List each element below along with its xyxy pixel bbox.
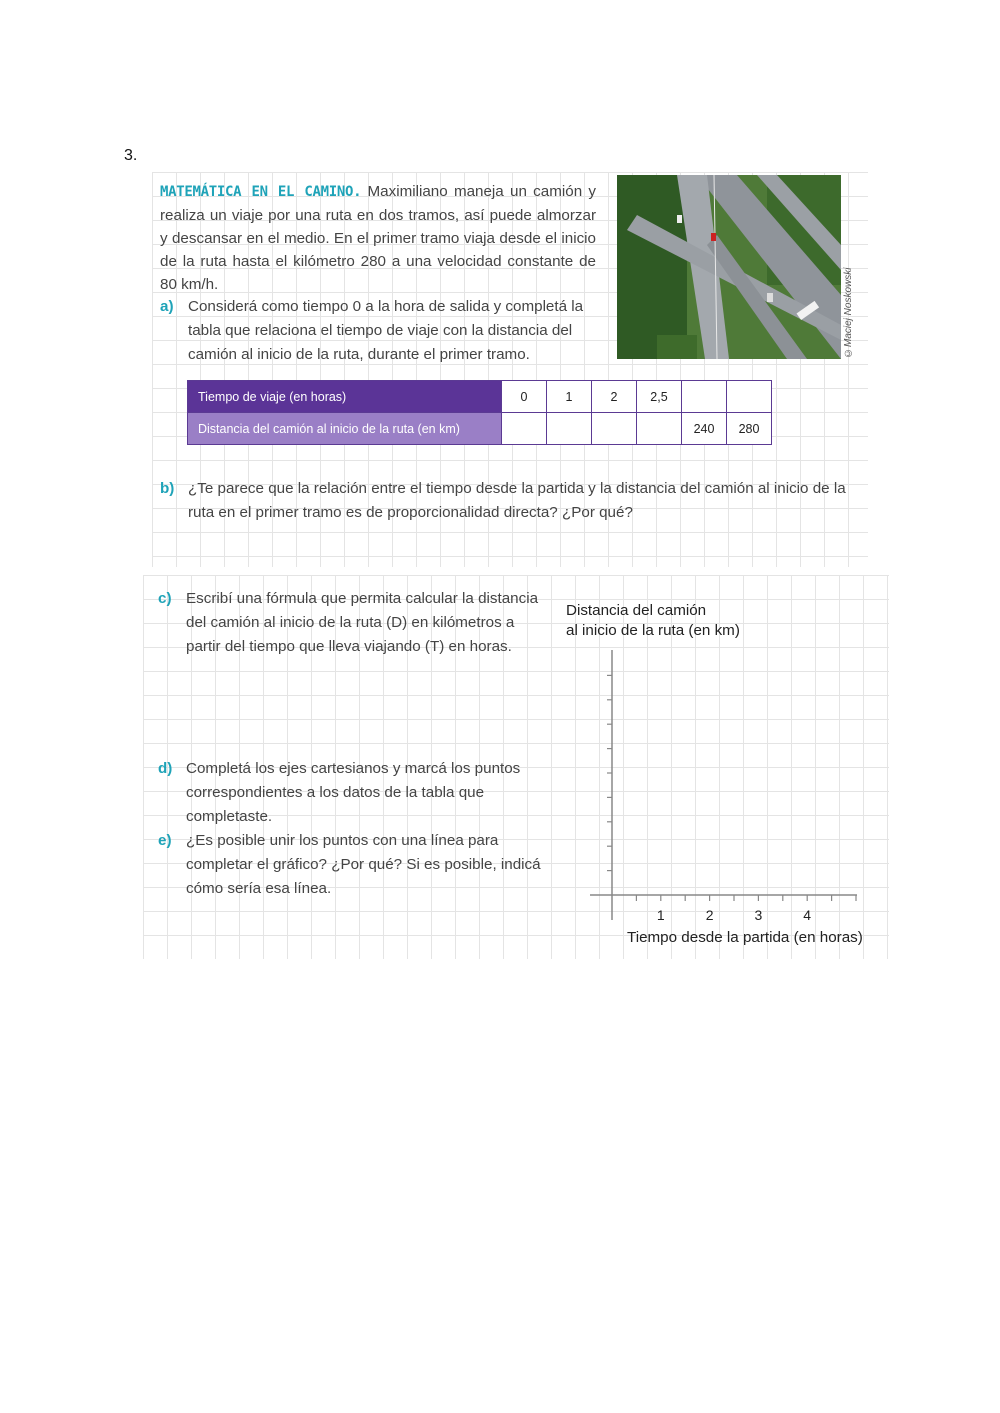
table-cell[interactable] <box>727 381 772 413</box>
graph-y-label-line2: al inicio de la ruta (en km) <box>566 622 740 639</box>
x-tick-label: 3 <box>754 907 763 923</box>
table-cell[interactable] <box>502 413 547 445</box>
item-b <box>160 477 860 525</box>
table-cell[interactable]: 2 <box>592 381 637 413</box>
highway-photo <box>617 175 841 359</box>
x-tick-label: 1 <box>656 907 665 923</box>
graph-x-label: Tiempo desde la partida (en horas) <box>627 929 863 946</box>
table-row-time <box>188 381 772 413</box>
table-cell[interactable]: 0 <box>502 381 547 413</box>
item-e <box>158 829 548 901</box>
graph-y-label-line1: Distancia del camión <box>566 602 707 619</box>
item-b-text: ¿Te parece que la relación entre el tiempo desde la partida y la distancia del camión al inicio de la ruta en el primer tramo es de proporcionalidad directa? ¿Por qué? <box>188 480 846 521</box>
section-title: MATEMÁTICA EN EL CAMINO. <box>160 184 362 200</box>
item-e-label: e) <box>158 832 172 849</box>
question-number: 3. <box>124 147 138 164</box>
table-cell[interactable] <box>637 413 682 445</box>
item-b-label: b) <box>160 480 175 497</box>
item-c-label: c) <box>158 590 172 607</box>
item-c-text: Escribí una fórmula que permita calcular la distancia del camión al inicio de la ruta (D) en kilómetros a partir del tiempo que lleva viajando (T) en horas. <box>186 590 539 655</box>
table-cell[interactable]: 240 <box>682 413 727 445</box>
cartesian-axes[interactable] <box>585 650 865 925</box>
table-cell[interactable] <box>682 381 727 413</box>
table-cell[interactable]: 2,5 <box>637 381 682 413</box>
photo-credit: ©Maciej Noskowski <box>843 267 854 358</box>
table-cell[interactable] <box>592 413 637 445</box>
item-a-text: Considerá como tiempo 0 a la hora de salida y completá la tabla que relaciona el tiempo de viaje con la distancia del camión al inicio de la ruta, durante el primer tramo. <box>188 298 584 363</box>
item-a-label: a) <box>160 298 174 315</box>
table-cell[interactable]: 1 <box>547 381 592 413</box>
intro-text: Maximiliano maneja un camión y realiza un viaje por una ruta en dos tramos, así puede almorzar y descansar en el medio. En el primer tramo viaja desde el inicio de la ruta hasta el kilómetro 280 a una velocidad constante de 80 km/h. <box>160 183 596 293</box>
table-header-time: Tiempo de viaje (en horas) <box>188 381 502 413</box>
x-tick-label: 4 <box>803 907 812 923</box>
item-c <box>158 587 538 659</box>
item-d <box>158 757 538 829</box>
table-header-distance: Distancia del camión al inicio de la ruta (en km) <box>188 413 502 445</box>
table-row-distance <box>188 413 772 445</box>
table-cell[interactable]: 280 <box>727 413 772 445</box>
highway-photo-icon <box>617 175 841 359</box>
table-cell[interactable] <box>547 413 592 445</box>
item-d-label: d) <box>158 760 173 777</box>
intro-paragraph <box>160 180 596 296</box>
item-a <box>160 295 600 367</box>
item-d-text: Completá los ejes cartesianos y marcá los puntos correspondientes a los datos de la tabla que completaste. <box>186 760 521 825</box>
item-e-text: ¿Es posible unir los puntos con una línea para completar el gráfico? ¿Por qué? Si es posible, indicá cómo sería esa línea. <box>186 832 541 897</box>
data-table <box>187 380 772 445</box>
graph-y-label <box>566 601 740 641</box>
x-tick-label: 2 <box>705 907 714 923</box>
